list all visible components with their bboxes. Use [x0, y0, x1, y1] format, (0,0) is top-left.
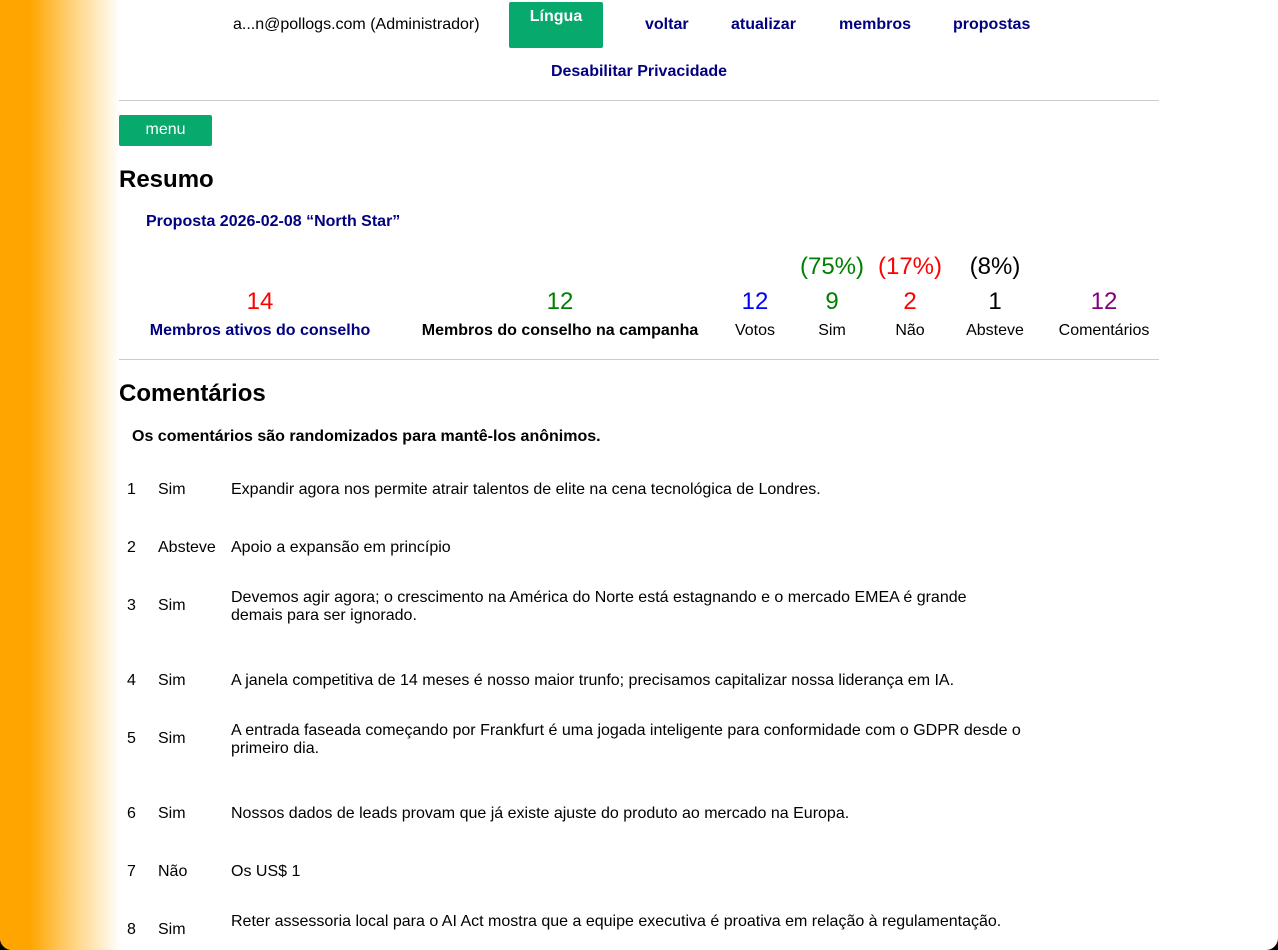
- stat-label: Absteve: [966, 322, 1024, 339]
- stat-value: 2: [903, 288, 917, 315]
- comment-vote: Sim: [158, 672, 186, 689]
- stat-label: Votos: [734, 322, 776, 339]
- stat-percent: (75%): [799, 253, 865, 280]
- comment-text: Devemos agir agora; o crescimento na América do Norte está estagnando e o mercado EMEA é grande demais para ser ignorado.: [231, 589, 967, 624]
- comment-index: 8: [127, 921, 136, 938]
- stat-value: 12: [741, 288, 769, 315]
- comment-vote: Sim: [158, 805, 186, 822]
- nav-membros[interactable]: membros: [839, 16, 912, 33]
- comment-text: Expandir agora nos permite atrair talentos de elite na cena tecnológica de Londres.: [231, 481, 821, 498]
- nav-atualizar[interactable]: atualizar: [731, 16, 796, 33]
- comment-vote: Absteve: [158, 539, 216, 556]
- comment-vote: Sim: [158, 481, 186, 498]
- comment-vote: Não: [158, 863, 188, 880]
- comment-index: 2: [127, 539, 136, 556]
- nav-voltar[interactable]: voltar: [645, 16, 689, 33]
- summary-title: Resumo: [119, 166, 214, 193]
- stat-label: Não: [895, 322, 925, 339]
- stat-value: 12: [1090, 288, 1118, 315]
- comment-text: A entrada faseada começando por Frankfurt é uma jogada inteligente para conformidade com o GDPR desde o primeiro dia.: [231, 722, 1021, 757]
- comments-title: Comentários: [119, 380, 266, 407]
- stat-value: 1: [988, 288, 1002, 315]
- comment-vote: Sim: [158, 597, 186, 614]
- divider: [119, 100, 1159, 101]
- nav-propostas[interactable]: propostas: [953, 16, 1031, 33]
- divider: [119, 359, 1159, 360]
- comment-index: 4: [127, 672, 136, 689]
- stat-value: 9: [825, 288, 839, 315]
- comment-text: Nossos dados de leads provam que já existe ajuste do produto ao mercado na Europa.: [231, 805, 850, 822]
- comment-index: 7: [127, 863, 136, 880]
- stat-percent: (8%): [969, 253, 1021, 280]
- user-label: a...n@pollogs.com (Administrador): [233, 16, 480, 33]
- side-gradient-bar: [0, 0, 120, 950]
- comment-text: Apoio a expansão em princípio: [231, 539, 451, 556]
- menu-button[interactable]: menu: [119, 115, 212, 146]
- stat-label: Sim: [818, 322, 846, 339]
- comment-index: 1: [127, 481, 136, 498]
- comment-index: 3: [127, 597, 136, 614]
- language-button[interactable]: Língua: [509, 2, 603, 48]
- comment-index: 6: [127, 805, 136, 822]
- top-bar: [119, 0, 1159, 56]
- privacy-row: [119, 63, 1159, 81]
- proposal-title[interactable]: Proposta 2026-02-08 “North Star”: [146, 213, 401, 230]
- stat-value: 12: [546, 288, 574, 315]
- disable-privacy-link[interactable]: Desabilitar Privacidade: [550, 63, 728, 80]
- stat-label[interactable]: Membros ativos do conselho: [149, 322, 371, 339]
- stat-label: Membros do conselho na campanha: [421, 322, 699, 339]
- main-content: [119, 0, 1159, 938]
- stat-value: 14: [246, 288, 274, 315]
- stat-percent: (17%): [877, 253, 943, 280]
- comment-text: Reter assessoria local para o AI Act mostra que a equipe executiva é proativa em relação à regulamentação.: [231, 913, 1002, 930]
- comment-index: 5: [127, 730, 136, 747]
- comment-text: Os US$ 1: [231, 863, 301, 880]
- stat-label: Comentários: [1058, 322, 1150, 339]
- comment-text: A janela competitiva de 14 meses é nosso maior trunfo; precisamos capitalizar nossa liderança em IA.: [231, 672, 955, 689]
- comment-vote: Sim: [158, 730, 186, 747]
- anonymity-note: Os comentários são randomizados para mantê-los anônimos.: [132, 428, 601, 445]
- comment-vote: Sim: [158, 921, 186, 938]
